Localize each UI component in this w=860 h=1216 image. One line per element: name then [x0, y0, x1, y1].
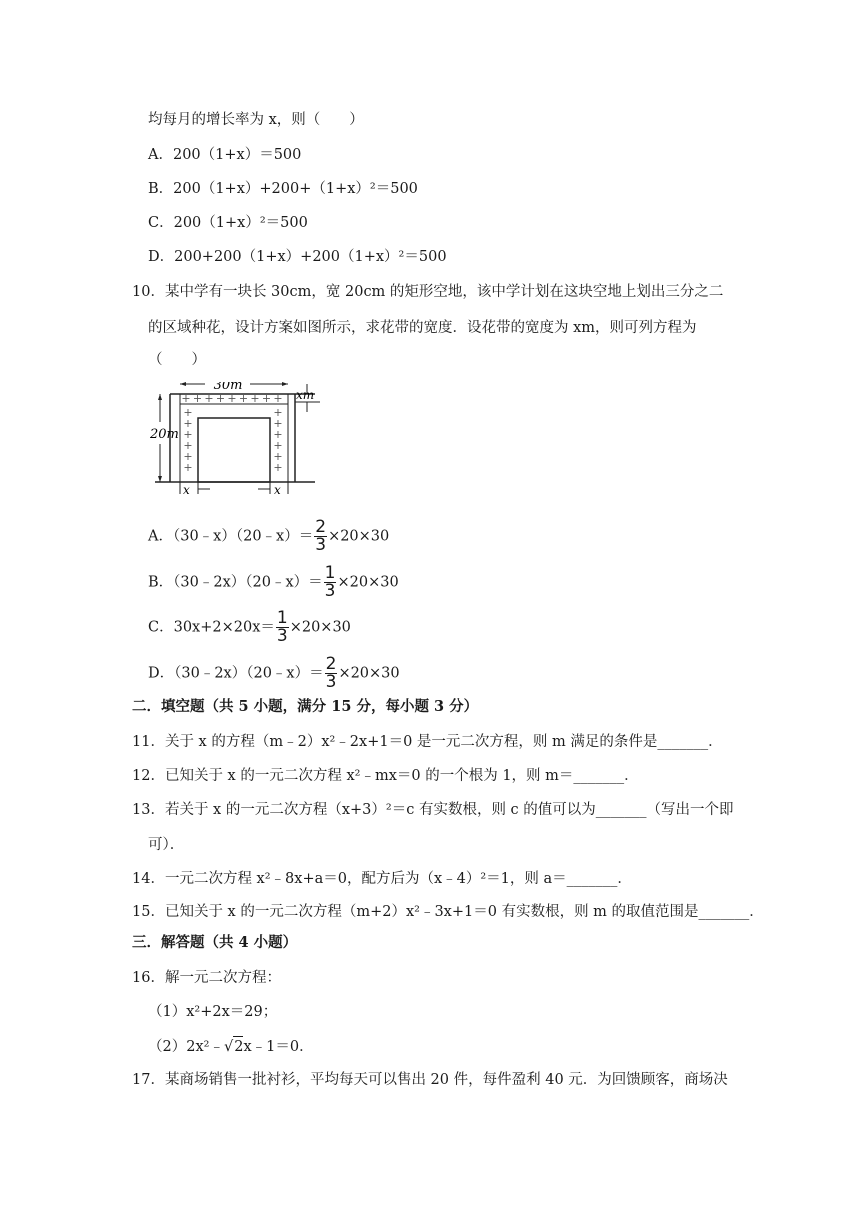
- q10-line1: 10．某中学有一块长 30cm，宽 20cm 的矩形空地，该中学计划在这块空地上划出三分之二: [132, 284, 724, 300]
- flower-mark: +: [183, 439, 193, 452]
- flower-mark: +: [273, 406, 283, 419]
- flower-mark: +: [204, 392, 214, 405]
- flower-mark: +: [273, 439, 283, 452]
- q14-line: 14．一元二次方程 x²﹣8x+a＝0，配方后为（x﹣4）²＝1，则 a＝_______．: [132, 871, 632, 887]
- q9-option-a: A．200（1+x）＝500: [148, 147, 302, 163]
- figure-bottom-right-label: x: [274, 483, 281, 497]
- section2-heading: 二．填空题（共 5 小题，满分 15 分，每小题 3 分）: [132, 698, 479, 715]
- flower-mark: +: [183, 417, 193, 430]
- q9-option-d: D．200+200（1+x）+200（1+x）²＝500: [148, 249, 447, 265]
- fraction: $\frac{2}{3}$: [325, 654, 337, 692]
- flower-mark: +: [192, 392, 203, 405]
- flower-mark: +: [273, 428, 283, 441]
- flower-mark: +: [183, 428, 193, 441]
- figure-top-label: 30m: [213, 382, 243, 393]
- garden-diagram: [150, 382, 325, 497]
- q13-line: 13．若关于 x 的一元二次方程（x+3）²＝c 有实数根，则 c 的值可以为_______（写出一个即: [132, 802, 734, 818]
- flower-mark: +: [183, 406, 193, 419]
- flower-mark: +: [273, 392, 283, 405]
- q16-part1: （1）x²+2x＝29；: [148, 1004, 278, 1020]
- fraction: $\frac{2}{3}$: [315, 517, 327, 555]
- flower-mark: +: [261, 392, 272, 405]
- q13-line2: 可）．: [148, 837, 185, 853]
- flower-mark: +: [273, 461, 283, 474]
- q16-stem: 16．解一元二次方程：: [132, 970, 281, 986]
- flower-mark: +: [273, 450, 283, 463]
- q11-line: 11．关于 x 的方程（m﹣2）x²﹣2x+1＝0 是一元二次方程，则 m 满足的条件是_______．: [132, 734, 723, 750]
- q17-line: 17．某商场销售一批衬衫，平均每天可以售出 20 件，每件盈利 40 元．为回馈顾客，商场决: [132, 1072, 728, 1088]
- q9-stem-tail: 均每月的增长率为 x，则（ ）: [148, 112, 364, 128]
- figure-left-label: 20m: [150, 427, 179, 442]
- q15-line: 15．已知关于 x 的一元二次方程（m+2）x²﹣3x+1＝0 有实数根，则 m 的取值范围是_______．: [132, 904, 764, 920]
- figure-bottom-left-label: x: [183, 483, 190, 497]
- q10-line2: 的区域种花，设计方案如图所示，求花带的宽度．设花带的宽度为 xm，则可列方程为: [148, 320, 697, 336]
- flower-band-marks: [181, 392, 282, 474]
- q9-option-b: B．200（1+x）+200+（1+x）²＝500: [148, 181, 418, 197]
- flower-mark: +: [181, 392, 191, 405]
- flower-mark: +: [238, 392, 249, 405]
- q12-line: 12．已知关于 x 的一元二次方程 x²﹣mx＝0 的一个根为 1，则 m＝_______．: [132, 768, 639, 784]
- q10-option-c: C．30x+2×20x＝ $\frac{1}{3}$ ×20×30: [148, 608, 351, 646]
- flower-mark: +: [250, 392, 260, 405]
- flower-mark: +: [273, 417, 283, 430]
- flower-mark: +: [183, 450, 193, 463]
- flower-mark: +: [183, 461, 193, 474]
- q16-part2: （2）2x²﹣√2x﹣1＝0．: [148, 1036, 314, 1057]
- figure-right-label: xm: [296, 388, 315, 402]
- q10-option-d: D．（30﹣2x）（20﹣x）＝ $\frac{2}{3}$ ×20×30: [148, 654, 400, 692]
- flower-mark: +: [215, 392, 226, 405]
- flower-mark: +: [227, 392, 237, 405]
- section3-heading: 三．解答题（共 4 小题）: [132, 934, 298, 951]
- fraction: $\frac{1}{3}$: [276, 608, 288, 646]
- fraction: $\frac{1}{3}$: [324, 563, 336, 601]
- q10-option-b: B．（30﹣2x）（20﹣x）＝ $\frac{1}{3}$ ×20×30: [148, 563, 399, 601]
- q10-line3: （ ）: [148, 352, 206, 368]
- garden-figure: [150, 382, 325, 501]
- q9-option-c: C．200（1+x）²＝500: [148, 215, 308, 231]
- q10-option-a: A．（30﹣x）（20﹣x）＝ $\frac{2}{3}$ ×20×30: [148, 517, 390, 555]
